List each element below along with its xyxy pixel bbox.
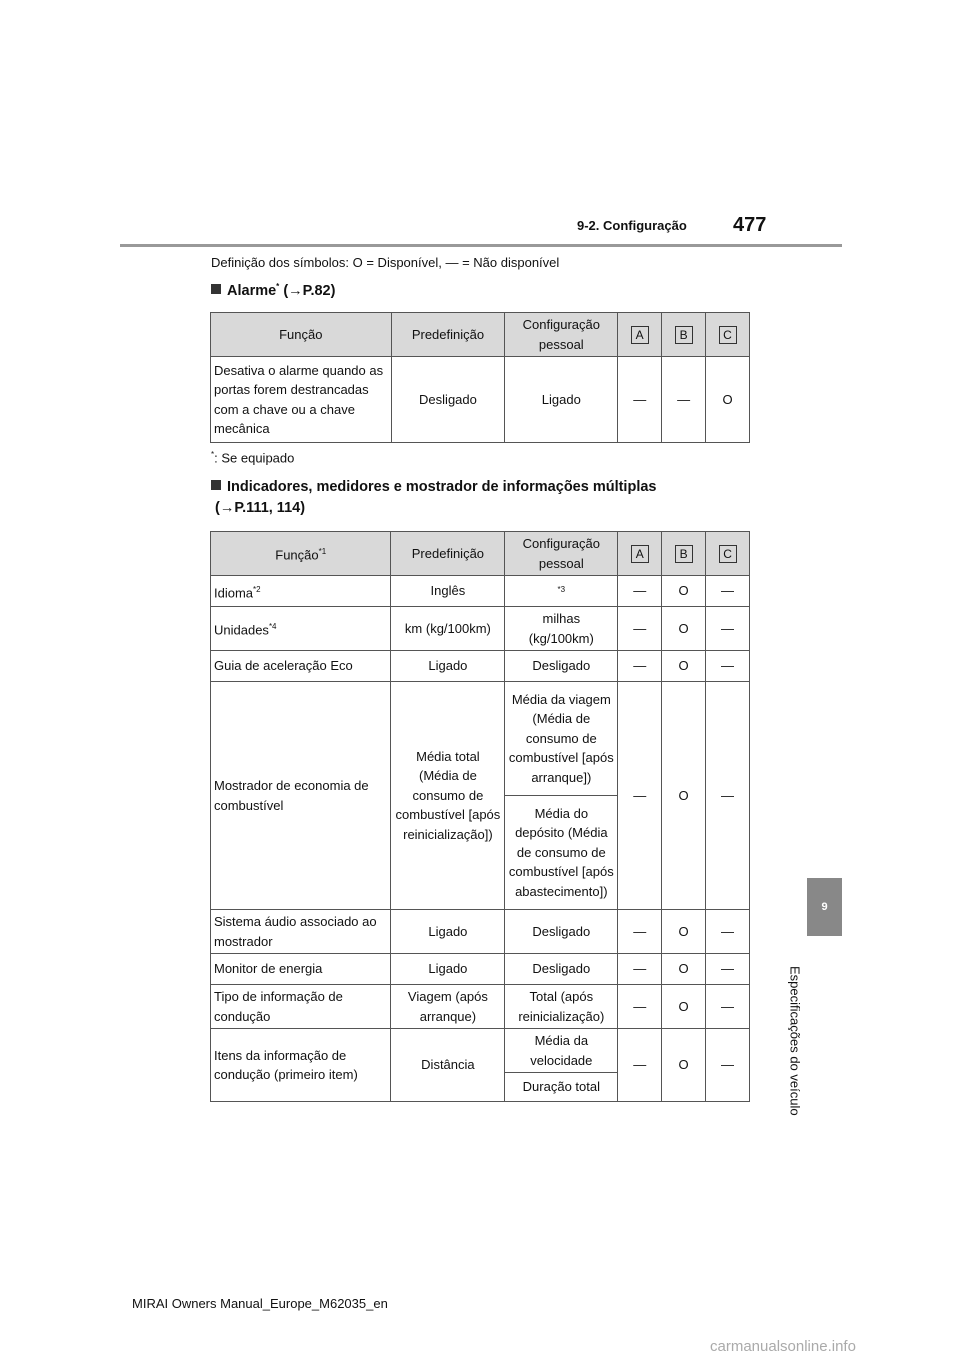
col-header-c: C bbox=[719, 326, 737, 344]
col-header-custom: Configuração pessoal bbox=[505, 313, 618, 357]
alarm-table bbox=[210, 312, 750, 443]
header-section-title: 9-2. Configuração bbox=[577, 218, 687, 233]
table-row: Desativa o alarme quando as portas forem destrancadas com a chave ou a chave mecânica Desligado Ligado — — O bbox=[211, 357, 750, 443]
col-header-function: Função bbox=[211, 313, 392, 357]
page-number: 477 bbox=[733, 214, 767, 236]
symbol-legend: Definição dos símbolos: O = Disponível, — = Não disponível bbox=[211, 255, 560, 270]
col-header-a: A bbox=[631, 545, 649, 563]
table-row: Média do depósito (Média de consumo de combustível [após abastecimento]) bbox=[211, 796, 750, 910]
table-header-row bbox=[211, 313, 750, 357]
table-row: Sistema áudio associado ao mostrador Ligado Desligado — O — bbox=[211, 910, 750, 954]
col-header-default: Predefinição bbox=[391, 532, 505, 576]
table-header-row bbox=[211, 532, 750, 576]
table-row: Idioma$^{*2}$ Inglês $^{*3}$ — O — bbox=[211, 576, 750, 607]
col-header-b: B bbox=[675, 545, 693, 563]
col-header-a: A bbox=[631, 326, 649, 344]
col-header-c: C bbox=[719, 545, 737, 563]
table-row: Unidades$^{*4}$ km (kg/100km) milhas (kg/100km) — O — bbox=[211, 607, 750, 651]
footer-manual-id: MIRAI Owners Manual_Europe_M62035_en bbox=[132, 1296, 388, 1311]
chapter-title-text: Especificações do veículo bbox=[787, 966, 803, 1116]
col-header-function: Função$^{*1}$ bbox=[211, 532, 391, 576]
gauges-table bbox=[210, 531, 750, 1102]
table-row: Itens da informação de condução (primeiro item) Distância Média da velocidade — O — bbox=[211, 1029, 750, 1073]
table-row: Duração total bbox=[211, 1073, 750, 1102]
chapter-side-title bbox=[780, 946, 810, 1136]
section-alarm-title: Alarme* (→P.82) bbox=[211, 282, 335, 299]
watermark: carmanualsonline.info bbox=[710, 1338, 856, 1355]
section-gauges-title: Indicadores, medidores e mostrador de informações múltiplas (→P.111, 114) bbox=[211, 477, 656, 519]
bullet-square-icon bbox=[211, 480, 221, 490]
chapter-tab bbox=[807, 878, 842, 936]
footnote-equipped: *: Se equipado bbox=[211, 450, 295, 466]
table-row: Tipo de informação de condução Viagem (após arranque) Total (após reinicialização) — O — bbox=[211, 985, 750, 1029]
table-row: Monitor de energia Ligado Desligado — O — bbox=[211, 954, 750, 985]
table-row: Guia de aceleração Eco Ligado Desligado — O — bbox=[211, 651, 750, 682]
col-header-custom: Configuração pessoal bbox=[505, 532, 618, 576]
table-row: Mostrador de economia de combustível Média total (Média de consumo de combustível [após reinicialização]) Média da viagem (Média de consumo de combustível [após arranque]) — O — bbox=[211, 682, 750, 796]
header-divider bbox=[120, 244, 842, 247]
chapter-number: 9 bbox=[821, 901, 828, 913]
bullet-square-icon bbox=[211, 284, 221, 294]
col-header-b: B bbox=[675, 326, 693, 344]
col-header-default: Predefinição bbox=[391, 313, 505, 357]
